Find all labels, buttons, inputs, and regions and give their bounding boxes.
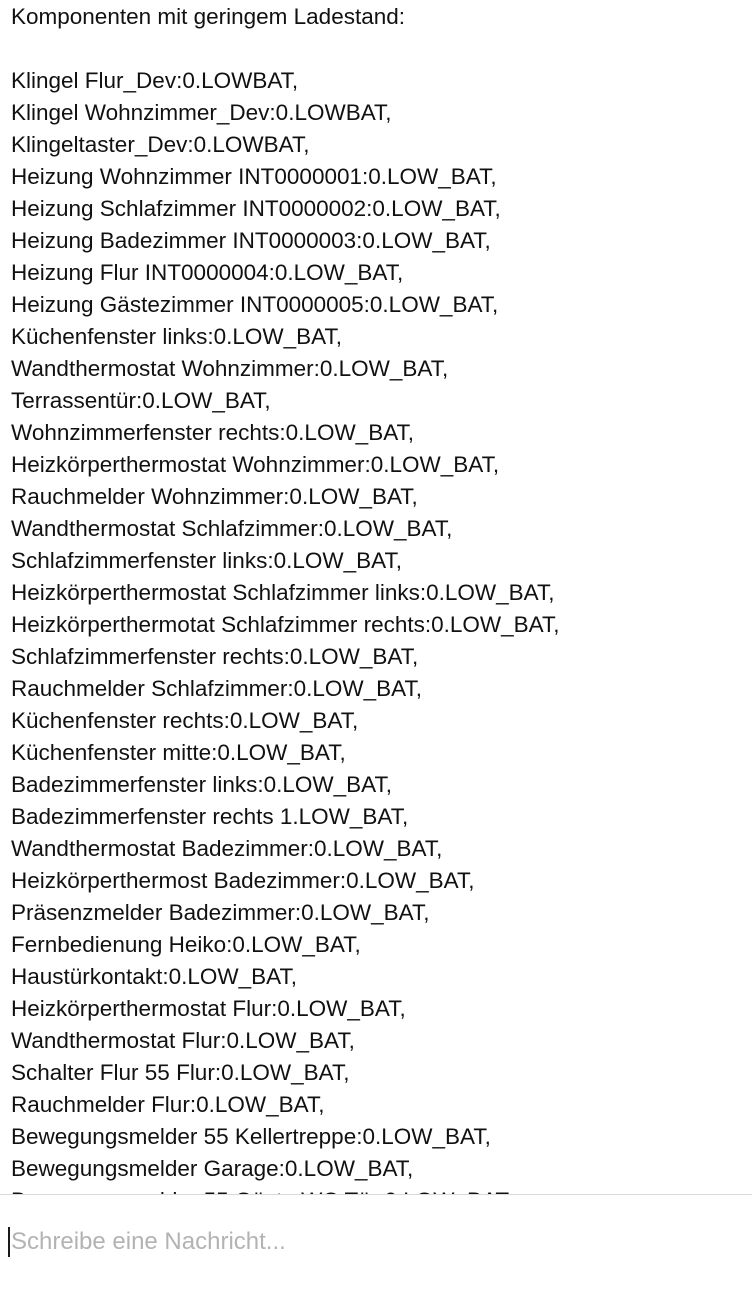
list-item: Heizung Schlafzimmer INT0000002:0.LOW_BAT, <box>11 196 501 221</box>
list-item: Badezimmerfenster links:0.LOW_BAT, <box>11 772 392 797</box>
list-item: Haustürkontakt:0.LOW_BAT, <box>11 964 297 989</box>
list-item: Wandthermostat Flur:0.LOW_BAT, <box>11 1028 355 1053</box>
message-body <box>11 1 742 1217</box>
list-item: Küchenfenster links:0.LOW_BAT, <box>11 324 342 349</box>
list-item: Küchenfenster mitte:0.LOW_BAT, <box>11 740 346 765</box>
list-item: Schlafzimmerfenster rechts:0.LOW_BAT, <box>11 644 419 669</box>
list-item: Wandthermostat Wohnzimmer:0.LOW_BAT, <box>11 356 449 381</box>
list-item: Badezimmerfenster rechts 1.LOW_BAT, <box>11 804 409 829</box>
list-item: Heizkörperthermostat Flur:0.LOW_BAT, <box>11 996 406 1021</box>
list-item: Heizung Gästezimmer INT0000005:0.LOW_BAT, <box>11 292 499 317</box>
list-item: Wohnzimmerfenster rechts:0.LOW_BAT, <box>11 420 415 445</box>
list-item: Heizung Flur INT0000004:0.LOW_BAT, <box>11 260 404 285</box>
list-item: Wandthermostat Schlafzimmer:0.LOW_BAT, <box>11 516 453 541</box>
list-item: Rauchmelder Wohnzimmer:0.LOW_BAT, <box>11 484 418 509</box>
text-caret <box>8 1227 10 1257</box>
list-item: Klingel Wohnzimmer_Dev:0.LOWBAT, <box>11 100 392 125</box>
list-item: Heizung Wohnzimmer INT0000001:0.LOW_BAT, <box>11 164 497 189</box>
message-heading: Komponenten mit geringem Ladestand: <box>11 4 406 29</box>
list-item: Küchenfenster rechts:0.LOW_BAT, <box>11 708 359 733</box>
list-item: Klingel Flur_Dev:0.LOWBAT, <box>11 68 299 93</box>
list-item: Heizkörperthermotat Schlafzimmer rechts:0.LOW_BAT, <box>11 612 560 637</box>
list-item: Terrassentür:0.LOW_BAT, <box>11 388 271 413</box>
list-item: Heizung Badezimmer INT0000003:0.LOW_BAT, <box>11 228 491 253</box>
list-item: Wandthermostat Badezimmer:0.LOW_BAT, <box>11 836 443 861</box>
list-item: Schalter Flur 55 Flur:0.LOW_BAT, <box>11 1060 350 1085</box>
list-item: Heizkörperthermost Badezimmer:0.LOW_BAT, <box>11 868 475 893</box>
low-battery-list <box>11 65 742 1217</box>
list-item: Präsenzmelder Badezimmer:0.LOW_BAT, <box>11 900 430 925</box>
message-input[interactable] <box>8 1225 741 1259</box>
list-item: Rauchmelder Schlafzimmer:0.LOW_BAT, <box>11 676 422 701</box>
list-item: Fernbedienung Heiko:0.LOW_BAT, <box>11 932 361 957</box>
list-item: Schlafzimmerfenster links:0.LOW_BAT, <box>11 548 402 573</box>
list-item: Heizkörperthermostat Wohnzimmer:0.LOW_BAT, <box>11 452 500 477</box>
list-item: Klingeltaster_Dev:0.LOWBAT, <box>11 132 310 157</box>
list-item: Bewegungsmelder Garage:0.LOW_BAT, <box>11 1156 414 1181</box>
message-composer <box>0 1195 752 1290</box>
list-item: Heizkörperthermostat Schlafzimmer links:0.LOW_BAT, <box>11 580 555 605</box>
blank-line <box>11 33 742 65</box>
list-item: Rauchmelder Flur:0.LOW_BAT, <box>11 1092 325 1117</box>
list-item: Bewegungsmelder 55 Kellertreppe:0.LOW_BAT, <box>11 1124 491 1149</box>
